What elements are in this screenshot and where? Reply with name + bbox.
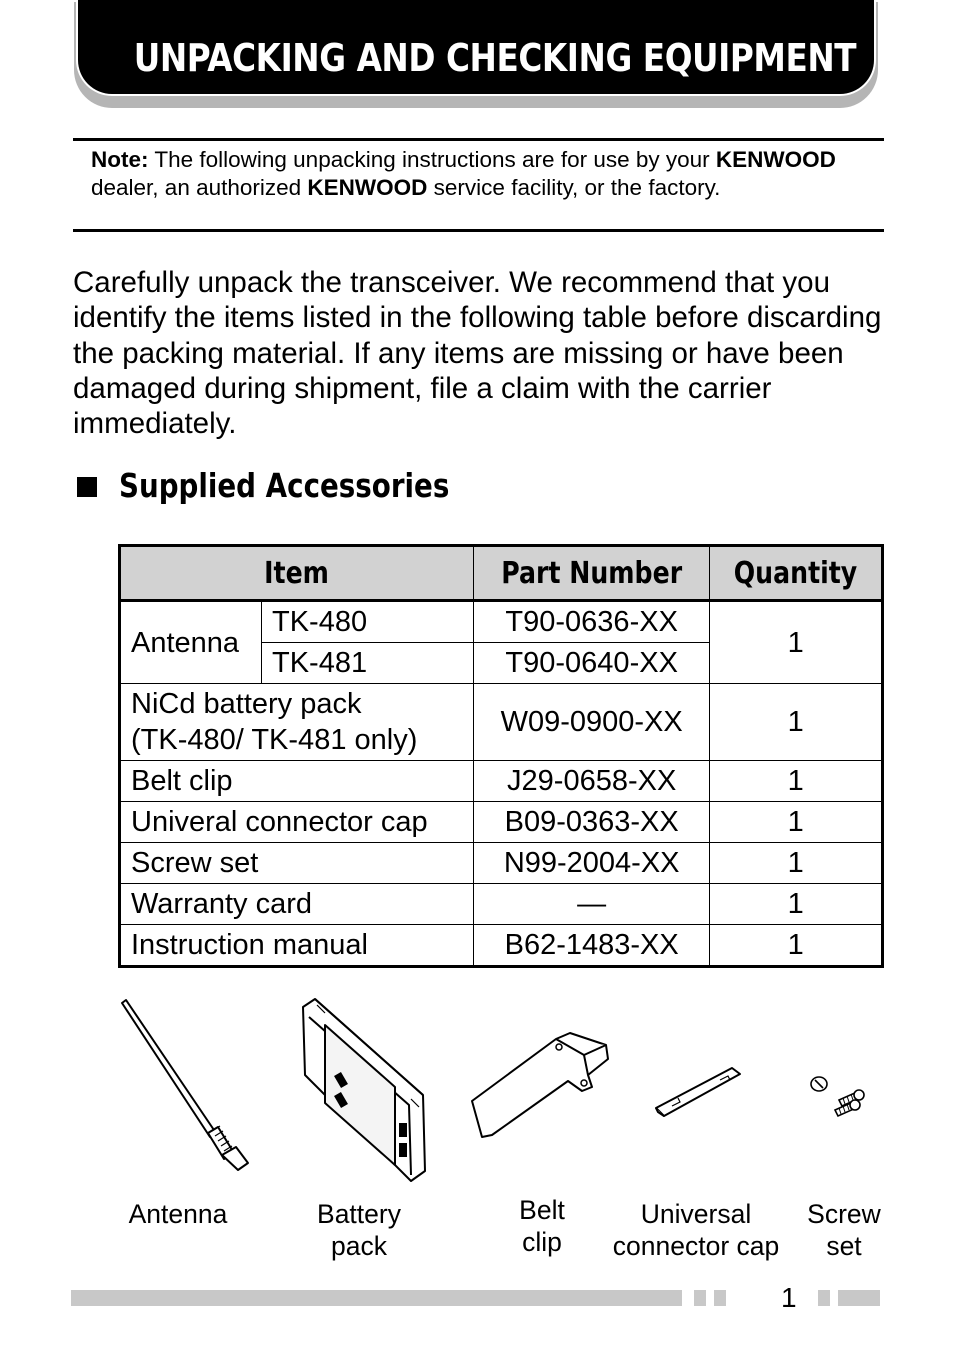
table-header-row xyxy=(120,546,883,601)
antenna-model: TK-481 xyxy=(262,643,474,684)
note-text xyxy=(91,146,871,201)
antenna-label: Antenna xyxy=(120,601,262,684)
item-name: Instruction manual xyxy=(120,925,474,967)
part-number: — xyxy=(474,884,710,925)
part-number: B09-0363-XX xyxy=(474,802,710,843)
title-banner xyxy=(76,0,876,96)
header-item: Item xyxy=(120,546,474,601)
header-part-number: Part Number xyxy=(474,546,710,601)
brand-name: KENWOOD xyxy=(715,147,836,172)
part-number: T90-0636-XX xyxy=(474,601,710,643)
caption-line: clip xyxy=(522,1227,562,1257)
part-number: T90-0640-XX xyxy=(474,643,710,684)
quantity: 1 xyxy=(710,843,883,884)
quantity: 1 xyxy=(710,884,883,925)
quantity: 1 xyxy=(710,684,883,761)
antenna-icon xyxy=(112,995,262,1175)
note-label: Note: xyxy=(91,147,149,172)
item-name: Screw set xyxy=(120,843,474,884)
connector-cap-icon xyxy=(650,1062,745,1122)
note-box xyxy=(73,138,884,232)
table-row xyxy=(120,884,883,925)
part-number: W09-0900-XX xyxy=(474,684,710,761)
section-title: Supplied Accessories xyxy=(119,466,450,505)
part-number: B62-1483-XX xyxy=(474,925,710,967)
caption-connector-cap xyxy=(598,1198,794,1262)
note-text-part: service facility, or the factory. xyxy=(427,174,721,200)
caption-line: set xyxy=(826,1231,862,1261)
note-text-part: The following unpacking instructions are for use by your xyxy=(148,147,716,172)
caption-battery-pack xyxy=(294,1198,424,1262)
footer-square xyxy=(714,1290,726,1306)
note-text-part: dealer, an authorized xyxy=(91,174,308,200)
table-row xyxy=(120,843,883,884)
table-row xyxy=(120,601,883,643)
footer-bar-right xyxy=(838,1290,880,1306)
caption-line: Universal xyxy=(640,1199,752,1229)
item-name: Univeral connector cap xyxy=(120,802,474,843)
caption-line: Screw xyxy=(807,1199,881,1229)
quantity: 1 xyxy=(710,802,883,843)
caption-line: connector cap xyxy=(612,1231,780,1261)
battery-pack-icon xyxy=(295,995,435,1185)
table-row xyxy=(120,761,883,802)
item-name-line: NiCd battery pack xyxy=(131,688,362,720)
footer-square xyxy=(694,1290,706,1306)
caption-belt-clip xyxy=(496,1194,588,1258)
page-title: UNPACKING AND CHECKING EQUIPMENT xyxy=(133,36,857,80)
page-number: 1 xyxy=(781,1282,797,1313)
table-row xyxy=(120,925,883,967)
caption-screw-set xyxy=(798,1198,890,1262)
part-number: J29-0658-XX xyxy=(474,761,710,802)
item-name: Warranty card xyxy=(120,884,474,925)
caption-line: Battery xyxy=(317,1199,401,1229)
quantity: 1 xyxy=(710,761,883,802)
belt-clip-icon xyxy=(466,1025,616,1145)
item-name xyxy=(120,684,474,761)
part-number: N99-2004-XX xyxy=(474,843,710,884)
brand-name: KENWOOD xyxy=(307,174,428,200)
caption-line: pack xyxy=(331,1231,387,1261)
table-row xyxy=(120,802,883,843)
antenna-model: TK-480 xyxy=(262,601,474,643)
caption-line: Antenna xyxy=(128,1199,228,1229)
footer-square xyxy=(818,1290,830,1306)
screw-set-icon xyxy=(805,1070,870,1120)
table-row xyxy=(120,684,883,761)
caption-antenna xyxy=(108,1198,248,1230)
quantity: 1 xyxy=(710,601,883,684)
quantity: 1 xyxy=(710,925,883,967)
accessories-table xyxy=(118,544,884,968)
square-bullet-icon xyxy=(77,477,97,497)
header-quantity: Quantity xyxy=(710,546,883,601)
caption-line: Belt xyxy=(519,1195,565,1225)
item-name-line: (TK-480/ TK-481 only) xyxy=(131,724,418,756)
footer-bar xyxy=(71,1290,682,1306)
item-name: Belt clip xyxy=(120,761,474,802)
intro-paragraph: Carefully unpack the transceiver. We recommend that you identify the items listed in the following table before discarding the packing material. If any items are missing or have been damaged during shipment, file a claim with the carrier immediately. xyxy=(73,266,882,441)
